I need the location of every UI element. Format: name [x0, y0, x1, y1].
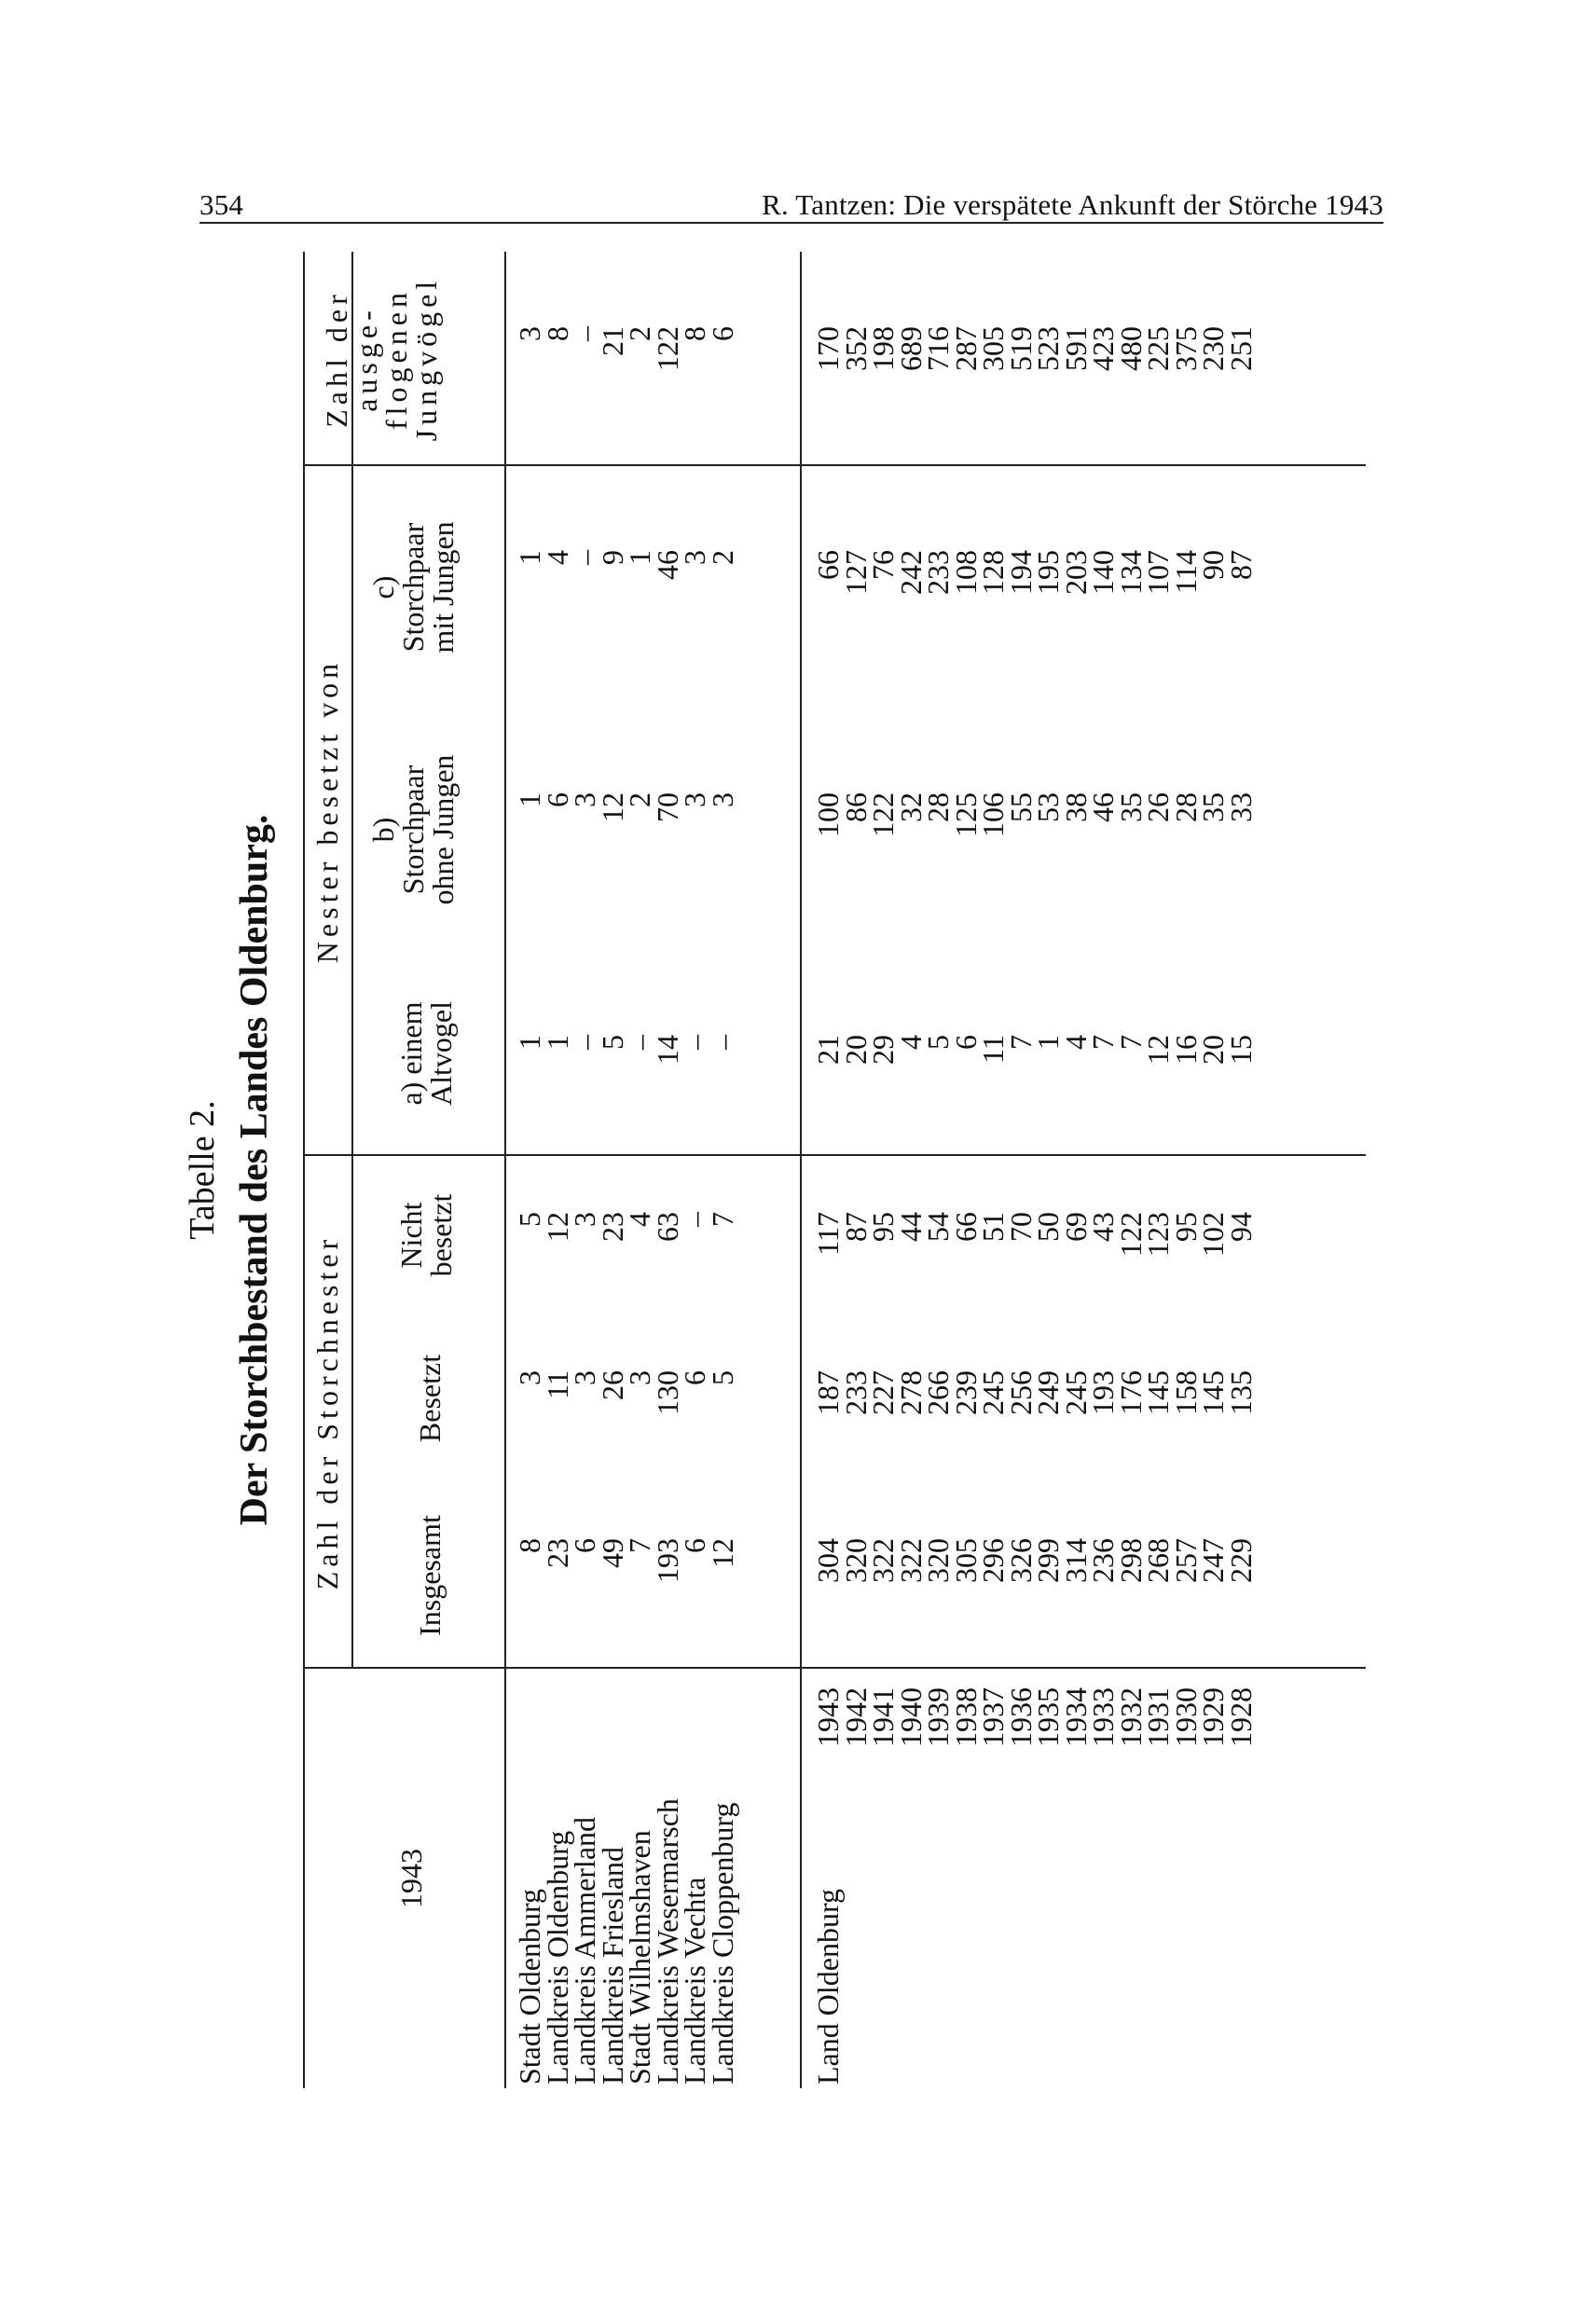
- year-nicht-value: 70: [1003, 1212, 1038, 1242]
- year-label: 1942: [838, 1687, 873, 1747]
- year-insgesamt-value: 299: [1031, 1538, 1065, 1583]
- year-label: 1928: [1223, 1687, 1258, 1747]
- year-jung-value: 716: [921, 326, 955, 371]
- year-b-value: 100: [811, 792, 845, 837]
- year-a-value: 29: [866, 1035, 900, 1065]
- year-a-value: 7: [1113, 1035, 1148, 1050]
- year-insgesamt-value: 257: [1168, 1538, 1203, 1583]
- district-besetzt-value: 5: [705, 1370, 739, 1385]
- header-j-line1: Zahl der: [320, 290, 353, 428]
- year-c-value: 195: [1031, 550, 1065, 595]
- year-jung-value: 230: [1196, 326, 1230, 371]
- header-group-nester: Nester besetzt von: [310, 658, 344, 964]
- year-label: 1929: [1196, 1687, 1230, 1747]
- year-nicht-value: 95: [866, 1212, 900, 1242]
- district-insgesamt-value: 12: [705, 1538, 739, 1568]
- year-besetzt-value: 135: [1223, 1370, 1258, 1415]
- year-besetzt-value: 249: [1031, 1370, 1065, 1415]
- year-nicht-value: 50: [1031, 1212, 1065, 1242]
- district-besetzt-value: 3: [623, 1370, 656, 1385]
- district-a-value: –: [678, 1035, 711, 1050]
- year-a-value: 20: [838, 1035, 873, 1065]
- year-c-value: 140: [1086, 550, 1120, 595]
- district-a-value: –: [705, 1035, 739, 1050]
- district-nicht-value: –: [678, 1212, 711, 1227]
- district-insgesamt-value: 7: [623, 1538, 656, 1553]
- year-insgesamt-value: 296: [976, 1538, 1010, 1583]
- year-b-value: 32: [893, 792, 928, 822]
- year-b-value: 46: [1086, 792, 1120, 822]
- district-jung-value: 2: [623, 326, 656, 341]
- year-insgesamt-value: 305: [948, 1538, 983, 1583]
- year-label: 1930: [1168, 1687, 1203, 1747]
- district-besetzt-value: 3: [568, 1370, 601, 1385]
- year-c-value: 127: [838, 550, 873, 595]
- year-insgesamt-value: 326: [1003, 1538, 1038, 1583]
- year-insgesamt-value: 236: [1086, 1538, 1120, 1583]
- year-besetzt-value: 266: [921, 1370, 955, 1415]
- year-a-value: 11: [976, 1035, 1010, 1064]
- district-nicht-value: 23: [595, 1212, 629, 1242]
- year-b-value: 33: [1223, 792, 1258, 822]
- district-insgesamt-value: 6: [678, 1538, 711, 1553]
- year-besetzt-value: 245: [1058, 1370, 1093, 1415]
- header-nicht-besetzt: [396, 1156, 456, 1314]
- header-b-line2: Storchpaar: [396, 764, 430, 895]
- year-besetzt-value: 245: [976, 1370, 1010, 1415]
- district-b-value: 3: [568, 792, 601, 807]
- page-header: [200, 166, 1383, 222]
- district-c-value: –: [568, 550, 601, 565]
- year-b-value: 28: [1168, 792, 1203, 822]
- table-top-rule: [303, 252, 305, 2088]
- year-a-value: 15: [1223, 1035, 1258, 1065]
- year-label: 1937: [976, 1687, 1010, 1747]
- year-besetzt-value: 233: [838, 1370, 873, 1415]
- district-name: Stadt Oldenburg: [513, 1888, 546, 2085]
- page-number: 354: [200, 188, 244, 221]
- district-a-value: 5: [595, 1035, 629, 1050]
- district-c-value: 1: [513, 550, 546, 565]
- header-j-line3: flogenen: [379, 288, 413, 430]
- district-b-value: 70: [650, 792, 684, 822]
- year-b-value: 35: [1196, 792, 1230, 822]
- year-c-value: 107: [1141, 550, 1175, 595]
- district-c-value: 46: [650, 550, 684, 580]
- year-jung-value: 251: [1223, 326, 1258, 371]
- year-nicht-value: 87: [838, 1212, 873, 1242]
- district-b-value: 2: [623, 792, 656, 807]
- year-a-value: 12: [1141, 1035, 1175, 1065]
- year-insgesamt-value: 298: [1113, 1538, 1148, 1583]
- year-b-value: 38: [1058, 792, 1093, 822]
- year-a-value: 4: [1058, 1035, 1093, 1050]
- year-nicht-value: 43: [1086, 1212, 1120, 1242]
- year-insgesamt-value: 247: [1196, 1538, 1230, 1583]
- year-besetzt-value: 158: [1168, 1370, 1203, 1415]
- district-insgesamt-value: 49: [595, 1538, 629, 1568]
- header-bottom-rule: [504, 252, 506, 2088]
- district-a-value: –: [568, 1035, 601, 1050]
- year-insgesamt-value: 320: [921, 1538, 955, 1583]
- year-a-value: 6: [948, 1035, 983, 1050]
- district-name: Landkreis Vechta: [678, 1877, 711, 2085]
- year-c-value: 108: [948, 550, 983, 595]
- district-a-value: 1: [540, 1035, 574, 1050]
- district-name: Landkreis Wesermarsch: [650, 1798, 684, 2085]
- header-b-storchpaar-ohne: [368, 709, 458, 951]
- year-jung-value: 689: [893, 326, 928, 371]
- district-c-value: 2: [705, 550, 739, 565]
- header-jungvoegel: [322, 252, 441, 466]
- header-besetzt: Besetzt: [413, 1354, 447, 1443]
- district-insgesamt-value: 23: [540, 1538, 574, 1568]
- year-b-value: 106: [976, 792, 1010, 837]
- header-b-line1: b): [366, 817, 400, 843]
- year-b-value: 26: [1141, 792, 1175, 822]
- district-nicht-value: 12: [540, 1212, 574, 1242]
- year-insgesamt-value: 268: [1141, 1538, 1175, 1583]
- year-insgesamt-value: 229: [1223, 1538, 1258, 1583]
- year-jung-value: 523: [1031, 326, 1065, 371]
- year-c-value: 76: [866, 550, 900, 580]
- header-a-line2: Altvogel: [424, 1001, 458, 1106]
- year-a-value: 7: [1086, 1035, 1120, 1050]
- year-nicht-value: 95: [1168, 1212, 1203, 1242]
- year-a-value: 7: [1003, 1035, 1038, 1050]
- year-c-value: 134: [1113, 550, 1148, 595]
- year-b-value: 86: [838, 792, 873, 822]
- year-c-value: 233: [921, 550, 955, 595]
- year-jung-value: 480: [1113, 326, 1148, 371]
- year-besetzt-value: 256: [1003, 1370, 1038, 1415]
- district-nicht-value: 5: [513, 1212, 546, 1227]
- year-besetzt-value: 187: [811, 1370, 845, 1415]
- header-nicht-line1: Nicht: [394, 1202, 428, 1269]
- year-c-value: 90: [1196, 550, 1230, 580]
- district-c-value: 3: [678, 550, 711, 565]
- year-jung-value: 305: [976, 326, 1010, 371]
- year-a-value: 1: [1031, 1035, 1065, 1050]
- district-jung-value: 6: [705, 326, 739, 341]
- year-besetzt-value: 145: [1141, 1370, 1175, 1415]
- district-b-value: 3: [678, 792, 711, 807]
- year-label: 1935: [1031, 1687, 1065, 1747]
- district-nicht-value: 63: [650, 1212, 684, 1242]
- header-c-line1: c): [366, 575, 400, 599]
- year-nicht-value: 66: [948, 1212, 983, 1242]
- district-c-value: 4: [540, 550, 574, 565]
- year-c-value: 242: [893, 550, 928, 595]
- year-jung-value: 170: [811, 326, 845, 371]
- year-label: 1933: [1086, 1687, 1120, 1747]
- col-divider-3: [303, 464, 1366, 466]
- header-c-line3: mit Jungen: [426, 521, 460, 654]
- year-nicht-value: 51: [976, 1212, 1010, 1242]
- year-b-value: 28: [921, 792, 955, 822]
- year-c-value: 203: [1058, 550, 1093, 595]
- header-insgesamt: Insgesamt: [413, 1515, 447, 1636]
- year-jung-value: 591: [1058, 326, 1093, 371]
- year-label: 1934: [1058, 1687, 1093, 1747]
- district-besetzt-value: 26: [595, 1370, 629, 1400]
- year-a-value: 21: [811, 1035, 845, 1065]
- year-besetzt-value: 176: [1113, 1370, 1148, 1415]
- section-divider-rule: [800, 252, 802, 2088]
- district-jung-value: –: [568, 326, 601, 341]
- district-nicht-value: 4: [623, 1212, 656, 1227]
- district-jung-value: 8: [678, 326, 711, 341]
- year-label: 1932: [1113, 1687, 1148, 1747]
- year-label: 1936: [1003, 1687, 1038, 1747]
- year-a-value: 16: [1168, 1035, 1203, 1065]
- year-c-value: 87: [1223, 550, 1258, 580]
- district-besetzt-value: 130: [650, 1370, 684, 1415]
- year-a-value: 20: [1196, 1035, 1230, 1065]
- year-c-value: 66: [811, 550, 845, 580]
- district-nicht-value: 7: [705, 1212, 739, 1227]
- year-a-value: 4: [893, 1035, 928, 1050]
- year-besetzt-value: 227: [866, 1370, 900, 1415]
- year-c-value: 114: [1168, 550, 1203, 594]
- district-jung-value: 8: [540, 326, 574, 341]
- district-name: Landkreis Ammerland: [568, 1816, 601, 2085]
- district-a-value: 1: [513, 1035, 546, 1050]
- rotated-table-block: [183, 252, 1384, 2088]
- district-name: Stadt Wilhelmshaven: [623, 1830, 656, 2085]
- running-title: R. Tantzen: Die verspätete Ankunft der Störche 1943: [762, 188, 1383, 221]
- year-insgesamt-value: 304: [811, 1538, 845, 1583]
- district-besetzt-value: 11: [540, 1370, 574, 1399]
- header-nicht-line2: besetzt: [424, 1193, 458, 1277]
- year-besetzt-value: 145: [1196, 1370, 1230, 1415]
- header-group-zahl: Zahl der Storchnester: [310, 1234, 344, 1590]
- land-oldenburg-label: Land Oldenburg: [811, 1888, 845, 2085]
- table-caption-number: Tabelle 2.: [183, 1100, 222, 1240]
- year-nicht-value: 123: [1141, 1212, 1175, 1257]
- district-nicht-value: 3: [568, 1212, 601, 1227]
- year-jung-value: 225: [1141, 326, 1175, 371]
- year-nicht-value: 44: [893, 1212, 928, 1242]
- table-caption-title: Der Storchbestand des Landes Oldenburg.: [233, 814, 276, 1526]
- district-besetzt-value: 6: [678, 1370, 711, 1385]
- district-c-value: 1: [623, 550, 656, 565]
- district-besetzt-value: 3: [513, 1370, 546, 1385]
- district-name: Landkreis Friesland: [595, 1846, 629, 2085]
- year-label: 1943: [811, 1687, 845, 1747]
- year-insgesamt-value: 320: [838, 1538, 873, 1583]
- header-a-einem-altvogel: [396, 951, 456, 1156]
- header-j-line2: ausge-: [350, 306, 383, 412]
- year-besetzt-value: 193: [1086, 1370, 1120, 1415]
- year-jung-value: 375: [1168, 326, 1203, 371]
- district-jung-value: 3: [513, 326, 546, 341]
- year-nicht-value: 102: [1196, 1212, 1230, 1257]
- year-insgesamt-value: 314: [1058, 1538, 1093, 1583]
- year-b-value: 53: [1031, 792, 1065, 822]
- year-label: 1940: [893, 1687, 928, 1747]
- year-jung-value: 519: [1003, 326, 1038, 371]
- district-c-value: 9: [595, 550, 629, 565]
- district-a-value: –: [623, 1035, 656, 1050]
- year-c-value: 128: [976, 550, 1010, 595]
- year-label: 1938: [948, 1687, 983, 1747]
- year-besetzt-value: 239: [948, 1370, 983, 1415]
- year-b-value: 122: [866, 792, 900, 837]
- year-jung-value: 198: [866, 326, 900, 371]
- district-name: Landkreis Oldenburg: [540, 1830, 574, 2085]
- header-a-line1: a) einem: [394, 1001, 428, 1106]
- district-jung-value: 122: [650, 326, 684, 371]
- year-b-value: 35: [1113, 792, 1148, 822]
- district-insgesamt-value: 193: [650, 1538, 684, 1583]
- year-label: 1931: [1141, 1687, 1175, 1747]
- district-b-value: 12: [595, 792, 629, 822]
- header-c-line2: Storchpaar: [396, 522, 430, 653]
- year-nicht-value: 69: [1058, 1212, 1093, 1242]
- year-label: 1941: [866, 1687, 900, 1747]
- district-a-value: 14: [650, 1035, 684, 1065]
- year-nicht-value: 94: [1223, 1212, 1258, 1242]
- header-b-line3: ohne Jungen: [426, 754, 460, 905]
- year-nicht-value: 122: [1113, 1212, 1148, 1257]
- district-insgesamt-value: 8: [513, 1538, 546, 1553]
- year-label: 1939: [921, 1687, 955, 1747]
- year-jung-value: 352: [838, 326, 873, 371]
- year-nicht-value: 54: [921, 1212, 955, 1242]
- year-insgesamt-value: 322: [866, 1538, 900, 1583]
- district-b-value: 1: [513, 792, 546, 807]
- header-rule: [200, 222, 1383, 224]
- year-insgesamt-value: 322: [893, 1538, 928, 1583]
- header-year: 1943: [394, 1849, 428, 1908]
- year-besetzt-value: 278: [893, 1370, 928, 1415]
- district-b-value: 3: [705, 792, 739, 807]
- year-a-value: 5: [921, 1035, 955, 1050]
- district-name: Landkreis Cloppenburg: [705, 1802, 739, 2085]
- year-jung-value: 423: [1086, 326, 1120, 371]
- year-b-value: 125: [948, 792, 983, 837]
- year-c-value: 194: [1003, 550, 1038, 595]
- header-c-storchpaar-mit: [368, 466, 458, 709]
- district-insgesamt-value: 6: [568, 1538, 601, 1553]
- header-j-line4: Jungvögel: [409, 276, 443, 442]
- district-jung-value: 21: [595, 326, 629, 356]
- district-b-value: 6: [540, 792, 574, 807]
- year-b-value: 55: [1003, 792, 1038, 822]
- year-jung-value: 287: [948, 326, 983, 371]
- year-nicht-value: 117: [811, 1212, 845, 1256]
